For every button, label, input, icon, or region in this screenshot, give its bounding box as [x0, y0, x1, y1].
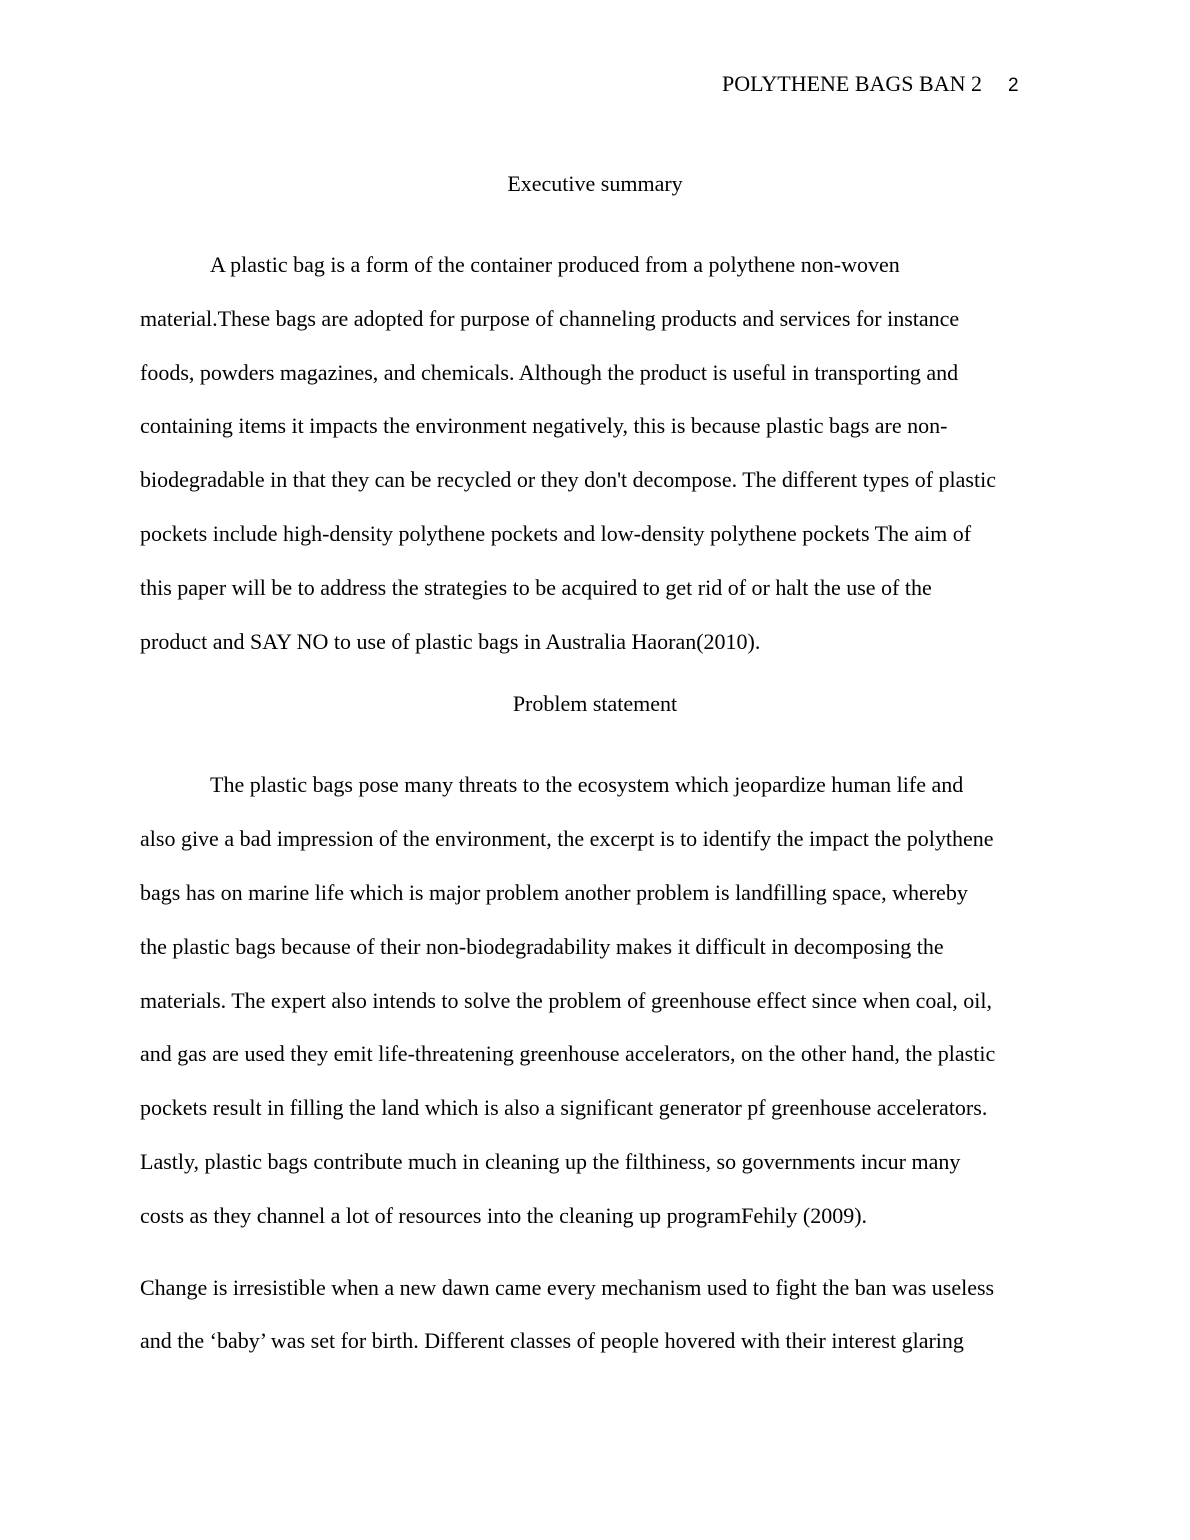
text-line: product and SAY NO to use of plastic bags in Australia Haoran(2010). — [140, 628, 761, 654]
text-line: Lastly, plastic bags contribute much in cleaning up the filthiness, so governments incur many — [140, 1148, 961, 1174]
paragraph-problem-statement — [140, 758, 1050, 1242]
section-heading-problem-statement: Problem statement — [512, 691, 678, 717]
paragraph-change — [140, 1261, 1050, 1369]
text-line: materials. The expert also intends to solve the problem of greenhouse effect since when coal, oil, — [140, 987, 993, 1013]
text-line: and gas are used they emit life-threatening greenhouse accelerators, on the other hand, the plastic — [140, 1041, 996, 1067]
text-line: this paper will be to address the strategies to be acquired to get rid of or halt the use of the — [140, 574, 932, 600]
text-line: the plastic bags because of their non-biodegradability makes it difficult in decomposing the — [140, 933, 944, 959]
text-line: and the ‘baby’ was set for birth. Different classes of people hovered with their interest glaring — [140, 1328, 964, 1354]
page-number: 2 — [1008, 75, 1019, 96]
document-body — [140, 166, 1050, 1368]
text-line: costs as they channel a lot of resources into the cleaning up programFehily (2009). — [140, 1202, 868, 1228]
text-line: containing items it impacts the environment negatively, this is because plastic bags are non- — [140, 413, 948, 439]
text-line: material.These bags are adopted for purpose of channeling products and services for instance — [140, 305, 960, 331]
text-line: foods, powders magazines, and chemicals. Although the product is useful in transporting and — [140, 359, 959, 385]
text-line: The plastic bags pose many threats to the ecosystem which jeopardize human life and — [210, 772, 964, 798]
running-head-title: POLYTHENE BAGS BAN 2 — [722, 71, 982, 96]
text-line: bags has on marine life which is major problem another problem is landfilling space, whereby — [140, 879, 968, 905]
section-heading-executive-summary: Executive summary — [507, 171, 683, 196]
text-line: pockets result in filling the land which is also a significant generator pf greenhouse accelerators. — [140, 1095, 988, 1121]
text-line: pockets include high-density polythene pockets and low-density polythene pockets The aim of — [140, 520, 972, 546]
text-line: Change is irresistible when a new dawn came every mechanism used to fight the ban was useless — [140, 1274, 995, 1300]
running-head — [0, 70, 1020, 100]
text-line: A plastic bag is a form of the container produced from a polythene non-woven — [210, 252, 900, 277]
text-line: biodegradable in that they can be recycled or they don't decompose. The different types of plastic — [140, 467, 996, 493]
text-line: also give a bad impression of the environment, the excerpt is to identify the impact the polythene — [140, 826, 994, 852]
paragraph-executive-summary — [140, 238, 1050, 668]
